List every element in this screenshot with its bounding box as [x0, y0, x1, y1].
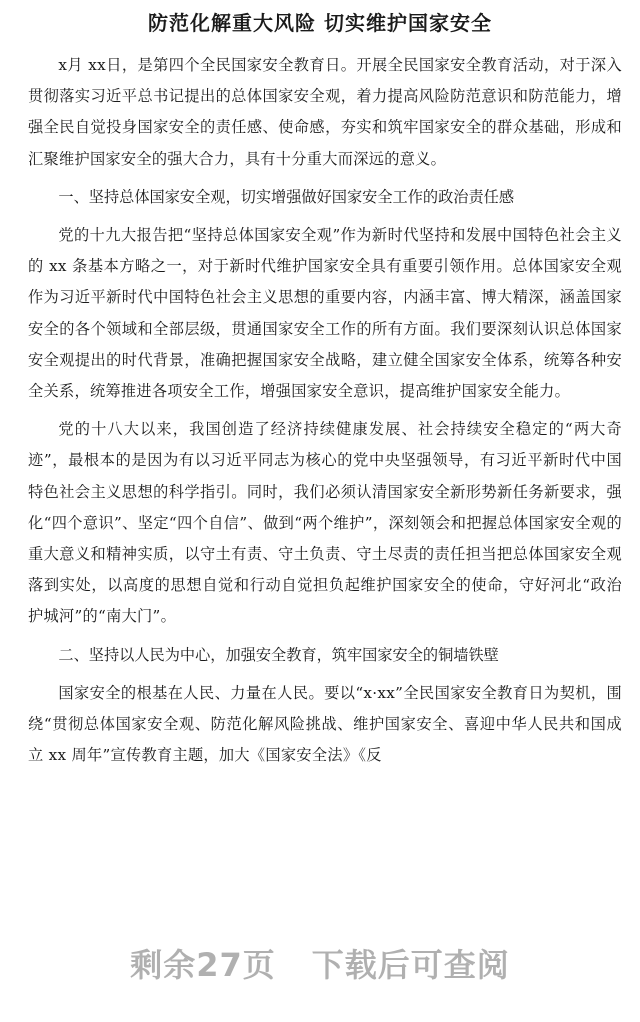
remaining-pages-text: 剩余27页 [130, 946, 276, 984]
intro-paragraph: x月 xx日，是第四个全民国家安全教育日。开展全民国家安全教育活动，对于深入贯彻落实习近平总书记提出的总体国家安全观，着力提高风险防范意识和防范能力，增强全民自觉投身国家安全的责任感、使命感，夯实和筑牢国家安全的群众基础，形成和汇聚维护国家安全的强大合力，具有十分重大而深远的意义。 [28, 56, 622, 168]
section-2-paragraph-1: 国家安全的根基在人民、力量在人民。要以“x·xx”全民国家安全教育日为契机，围绕“贯彻总体国家安全观、防范化解风险挑战、维护国家安全、喜迎中华人民共和国成立 xx 周年”宣传教育主题，加大《国家安全法》《反 [28, 683, 622, 765]
section-1-paragraph-1: 党的十九大报告把“坚持总体国家安全观”作为新时代坚持和发展中国特色社会主义的 xx 条基本方略之一，对于新时代维护国家安全具有重要引领作用。总体国家安全观作为习近平新时代中国特色社会主义思想的重要内容，内涵丰富、博大精深，涵盖国家安全的各个领域和全部层级，贯通国家安全工作的所有方面。我们要深刻认识总体国家安全观提出的时代背景，准确把握国家安全战略，建立健全国家安全体系，统筹各种安全关系，统筹推进各项安全工作，增强国家安全意识，提高维护国家安全能力。 [28, 226, 622, 401]
document-body [28, 50, 622, 771]
section-heading-1: 一、坚持总体国家安全观，切实增强做好国家安全工作的政治责任感 [58, 187, 515, 206]
download-prompt-banner[interactable] [0, 940, 640, 986]
download-to-view-text: 下载后可查阅 [311, 946, 510, 984]
document-title: 防范化解重大风险 切实维护国家安全 [148, 11, 492, 35]
section-1-paragraph-2: 党的十八大以来，我国创造了经济持续健康发展、社会持续安全稳定的“两大奇迹”，最根本的是因为有以习近平同志为核心的党中央坚强领导，有习近平新时代中国特色社会主义思想的科学指引。同时，我们必须认清国家安全新形势新任务新要求，强化“四个意识”、坚定“四个自信”、做到“两个维护”，深刻领会和把握总体国家安全观的重大意义和精神实质，以守土有责、守土负责、守土尽责的责任担当把总体国家安全观落到实处，以高度的思想自觉和行动自觉担负起维护国家安全的使命，守好河北“政治护城河”的“南大门”。 [28, 420, 622, 626]
section-heading-2: 二、坚持以人民为中心，加强安全教育，筑牢国家安全的铜墙铁壁 [58, 645, 499, 664]
